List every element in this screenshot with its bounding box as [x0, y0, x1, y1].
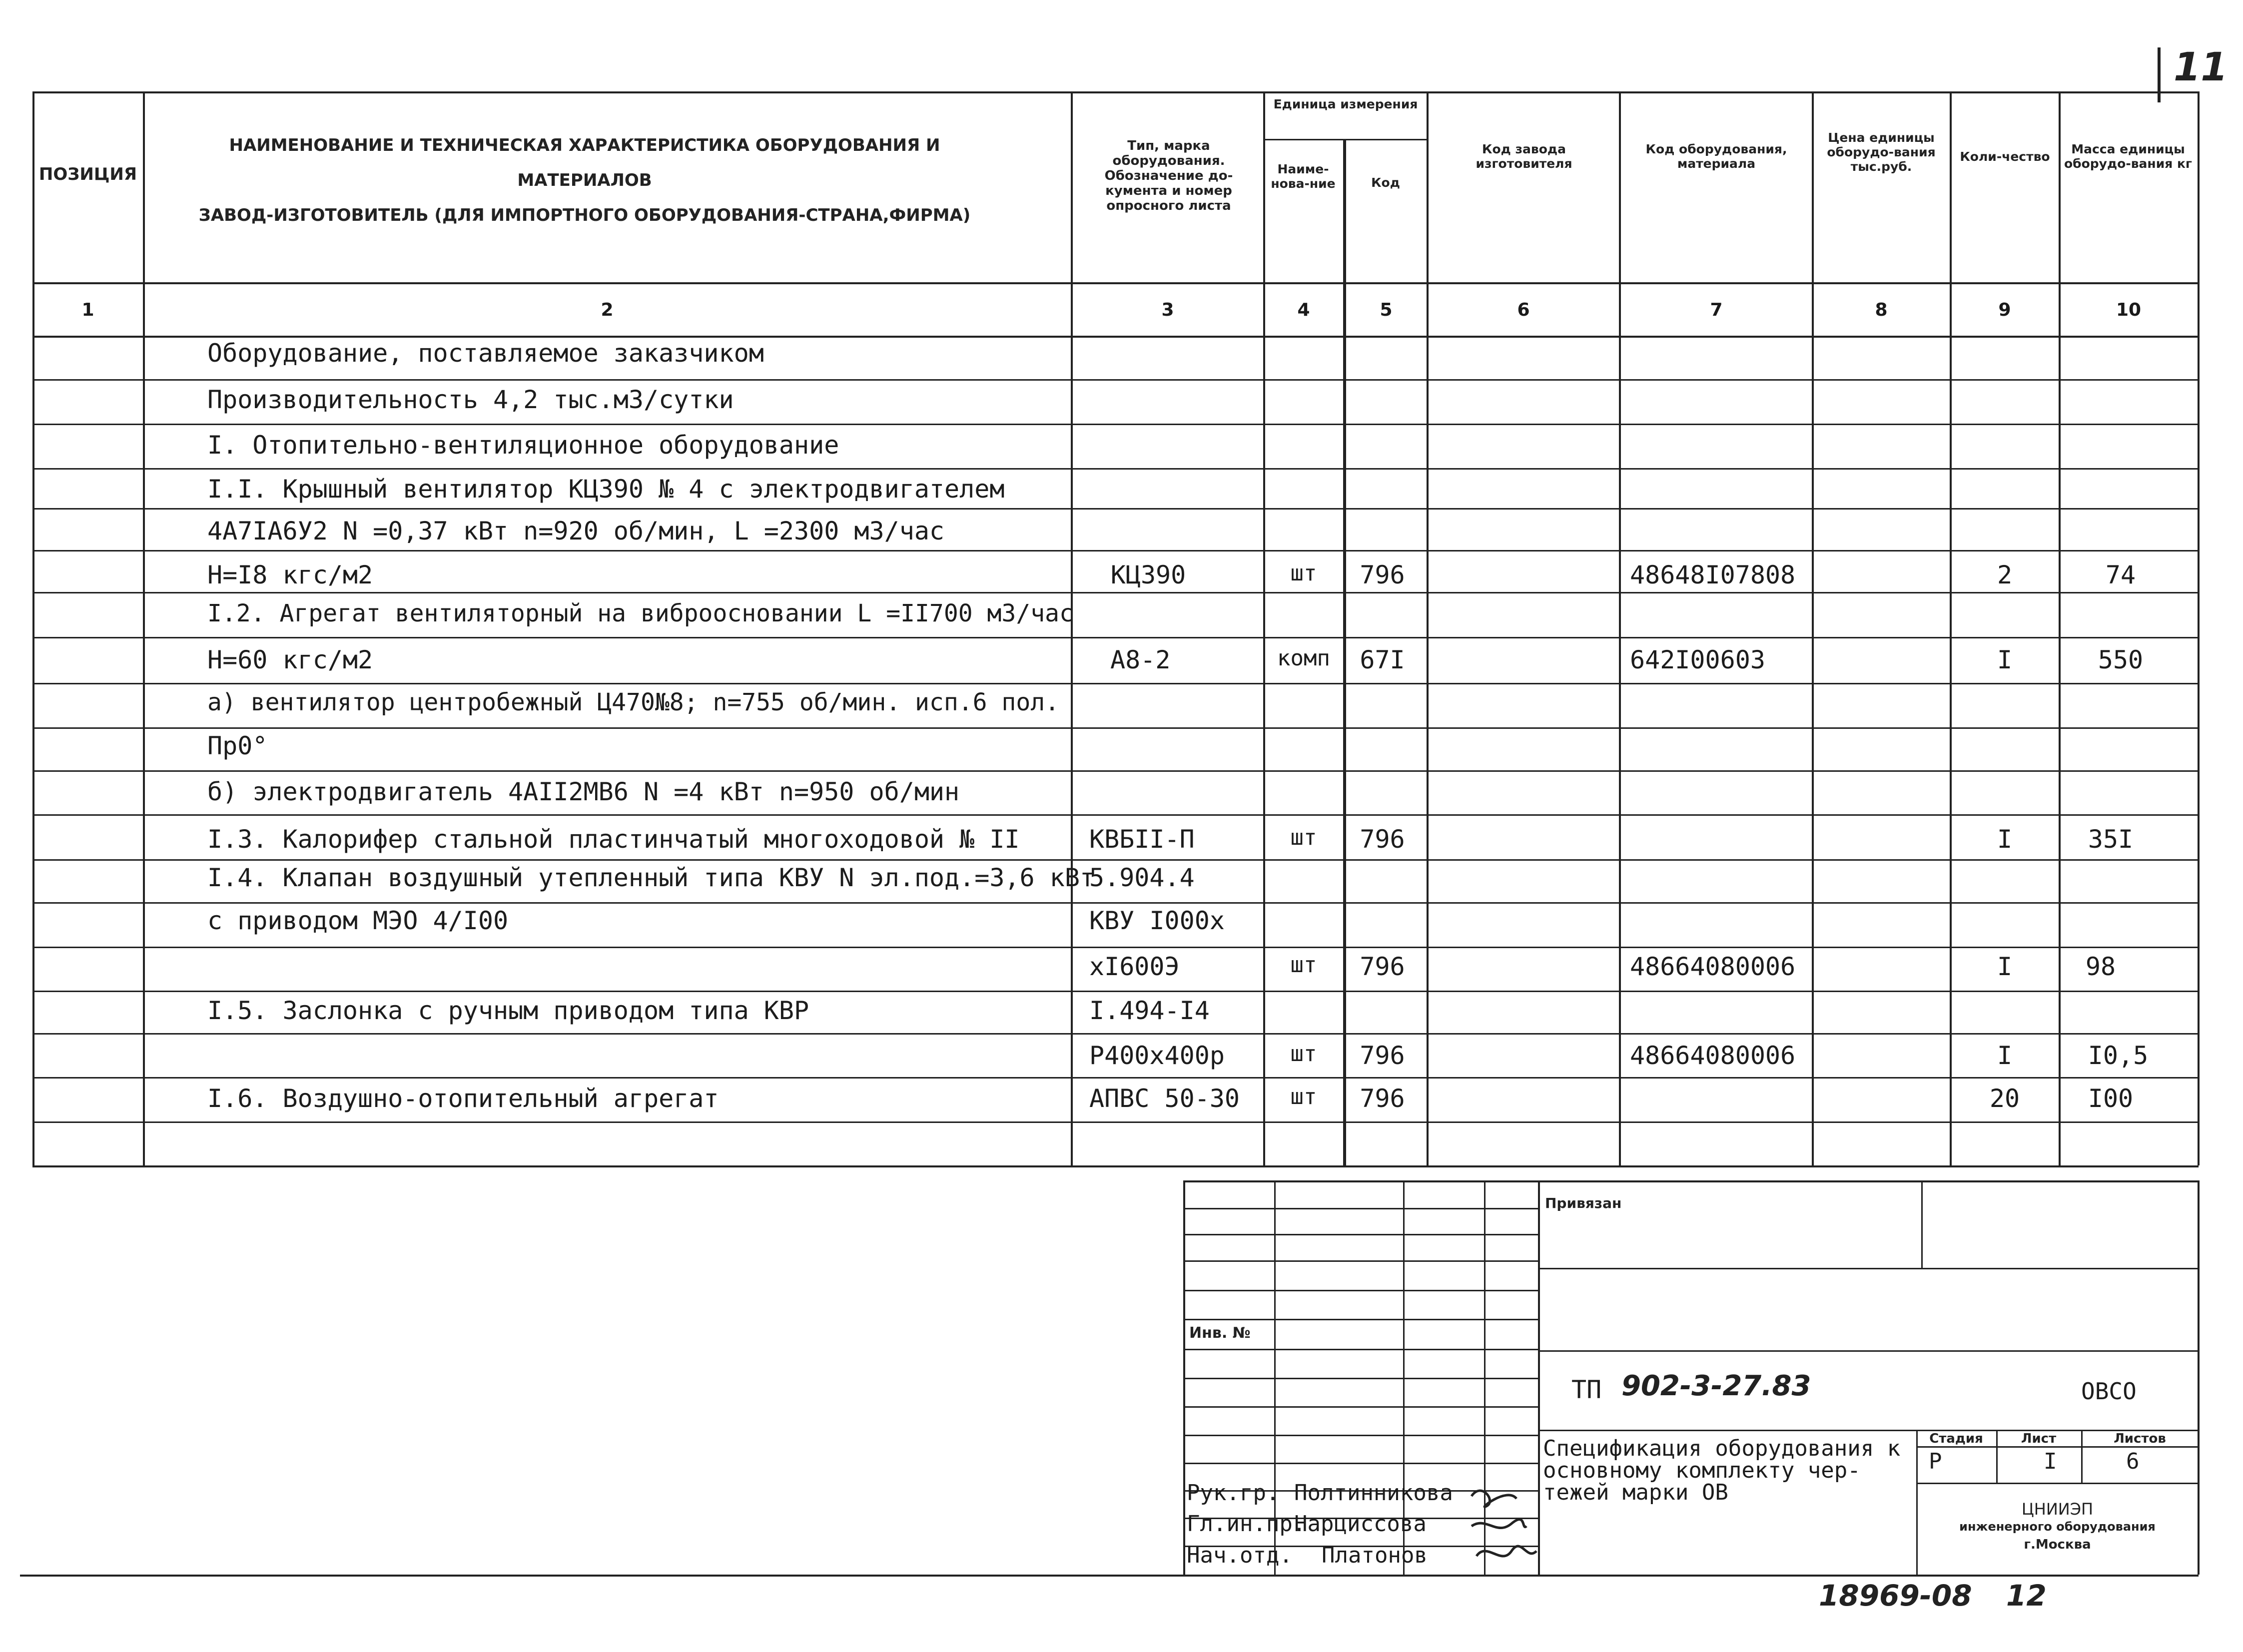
- item-type: КВБII-П: [1089, 825, 1195, 854]
- item-name: 4А7IА6У2 N =0,37 кВт n=920 об/мин, L =2300 м3/час: [207, 517, 945, 546]
- item-unit-code: 796: [1360, 1041, 1405, 1070]
- item-unit: шт: [1290, 825, 1317, 850]
- colnum-9: 9: [1998, 300, 2011, 320]
- item-name: Производительность 4,2 тыс.м3/сутки: [207, 385, 734, 414]
- sheet-value: I: [2044, 1449, 2057, 1474]
- colnum-1: 1: [81, 300, 94, 320]
- sheets-value: 6: [2126, 1449, 2140, 1474]
- header-name-line3: ЗАВОД-ИЗГОТОВИТЕЛЬ (ДЛЯ ИМПОРТНОГО ОБОРУДОВАНИЯ-СТРАНА,ФИРМА): [198, 205, 971, 225]
- item-name: Н=60 кгс/м2: [207, 645, 373, 674]
- staff-role: Гл.ин.пр.: [1187, 1511, 1306, 1537]
- item-mass: 35I: [2088, 825, 2134, 854]
- header-factory-code: Код завода изготовителя: [1476, 142, 1572, 171]
- header-name-line2: МАТЕРИАЛОВ: [517, 170, 652, 190]
- colnum-6: 6: [1517, 300, 1530, 320]
- header-position: ПОЗИЦИЯ: [38, 164, 137, 184]
- colnum-2: 2: [601, 300, 614, 320]
- item-type: I.494-I4: [1089, 996, 1210, 1025]
- item-unit-code: 796: [1360, 825, 1405, 854]
- item-mass: 74: [2105, 560, 2136, 589]
- staff-name: Платонов: [1322, 1543, 1428, 1568]
- item-type: КЦ390: [1110, 560, 1186, 589]
- item-quantity: 2: [1997, 560, 2013, 589]
- item-mass: I00: [2088, 1084, 2134, 1113]
- item-unit-code: 796: [1360, 952, 1405, 981]
- item-unit-code: 796: [1360, 1084, 1405, 1113]
- item-quantity: I: [1997, 825, 2013, 854]
- colnum-4: 4: [1297, 300, 1310, 320]
- header-quantity: Коли-чество: [1960, 149, 2050, 164]
- document-title: Спецификация оборудования к основному комплекту чер-тежей марки ОВ: [1543, 1436, 1901, 1505]
- item-unit-code: 796: [1360, 560, 1405, 589]
- stage-value: Р: [1929, 1449, 1942, 1474]
- item-type: А8-2: [1110, 645, 1171, 674]
- doc-code: ОВСО: [2081, 1378, 2137, 1405]
- item-mass: 550: [2098, 645, 2144, 674]
- sheet-label: Лист: [2021, 1431, 2057, 1446]
- org-line1: ЦНИИЭП: [2021, 1500, 2094, 1519]
- item-unit-code: 67I: [1360, 645, 1405, 674]
- item-name: I.I. Крышный вентилятор КЦ390 № 4 с электродвигателем: [207, 475, 1005, 504]
- item-name: с приводом МЭО 4/I00: [207, 906, 509, 935]
- org-line2: инженерного оборудования: [1959, 1520, 2156, 1534]
- item-unit: шт: [1290, 1041, 1317, 1067]
- org-line3: г.Москва: [2024, 1537, 2091, 1552]
- sheets-label: Листов: [2114, 1431, 2166, 1446]
- item-material-code: 642I00603: [1630, 645, 1765, 674]
- inventory-label: Инв. №: [1189, 1324, 1251, 1342]
- header-name-line1: НАИМЕНОВАНИЕ И ТЕХНИЧЕСКАЯ ХАРАКТЕРИСТИКА ОБОРУДОВАНИЯ И: [229, 135, 940, 155]
- item-name: I.5. Заслонка с ручным приводом типа КВР: [207, 996, 809, 1025]
- colnum-10: 10: [2116, 300, 2142, 320]
- item-type: хI600Э: [1089, 952, 1180, 981]
- header-type: Тип, марка оборудования. Обозначение до-кумента и номер опросного листа: [1104, 138, 1233, 213]
- corner-mark: 11: [2174, 45, 2228, 90]
- staff-name: Полтинникова: [1294, 1480, 1453, 1506]
- item-quantity: I: [1997, 952, 2013, 981]
- header-unit-group: Единица измерения: [1273, 97, 1418, 111]
- item-name: I.4. Клапан воздушный утепленный типа КВУ N эл.под.=3,6 кВт: [207, 863, 1095, 892]
- doc-prefix: ТП: [1571, 1375, 1602, 1404]
- bottom-page: 12: [2006, 1579, 2047, 1613]
- item-material-code: 48664080006: [1630, 1041, 1796, 1070]
- colnum-3: 3: [1161, 300, 1174, 320]
- item-type: Р400х400р: [1089, 1041, 1225, 1070]
- item-name: Н=I8 кгс/м2: [207, 560, 373, 589]
- item-name: I. Отопительно-вентиляционное оборудование: [207, 431, 839, 460]
- item-type: АПВС 50-30: [1089, 1084, 1240, 1113]
- bottom-number: 18969-08: [1819, 1579, 1972, 1613]
- header-unit-name: Наиме-нова-ние: [1271, 162, 1336, 191]
- stage-label: Стадия: [1929, 1431, 1983, 1446]
- item-quantity: I: [1997, 1041, 2013, 1070]
- corner-mark-line: [2158, 47, 2161, 102]
- colnum-8: 8: [1875, 300, 1888, 320]
- header-material-code: Код оборудования, материала: [1645, 142, 1787, 171]
- item-name: I.6. Воздушно-отопительный агрегат: [207, 1084, 719, 1113]
- colnum-5: 5: [1380, 300, 1393, 320]
- item-name: а) вентилятор центробежный Ц470№8; n=755 об/мин. исп.6 пол.: [207, 688, 1060, 716]
- item-name: Оборудование, поставляемое заказчиком: [207, 339, 764, 368]
- colnum-7: 7: [1710, 300, 1723, 320]
- item-material-code: 48648I07808: [1630, 560, 1796, 589]
- header-mass: Масса единицы оборудо-вания кг: [2064, 142, 2192, 171]
- item-type: КВУ I000х: [1089, 906, 1225, 935]
- item-unit: шт: [1290, 1084, 1317, 1109]
- item-material-code: 48664080006: [1630, 952, 1796, 981]
- header-price: Цена единицы оборудо-вания тыс.руб.: [1827, 130, 1936, 174]
- doc-number: 902-3-27.83: [1621, 1370, 1811, 1402]
- item-unit: комп: [1277, 645, 1330, 671]
- item-mass: 98: [2085, 952, 2116, 981]
- item-name: I.2. Агрегат вентиляторный на виброосновании L =II700 м3/час: [207, 599, 1074, 627]
- item-name: б) электродвигатель 4АII2МВ6 N =4 кВт n=950 об/мин: [207, 777, 960, 806]
- staff-role: Нач.отд.: [1187, 1543, 1293, 1568]
- item-name: I.3. Калорифер стальной пластинчатый многоходовой № II: [207, 825, 1020, 854]
- staff-name: Нарциссова: [1294, 1511, 1427, 1537]
- linked-label: Привязан: [1545, 1195, 1622, 1211]
- item-type: 5.904.4: [1089, 863, 1195, 892]
- item-mass: I0,5: [2088, 1041, 2149, 1070]
- item-unit: шт: [1290, 560, 1317, 586]
- item-quantity: 20: [1989, 1084, 2020, 1113]
- signatures: [1467, 1476, 1541, 1576]
- item-unit: шт: [1290, 952, 1317, 978]
- item-quantity: I: [1997, 645, 2013, 674]
- header-unit-code: Код: [1371, 175, 1400, 190]
- item-name: Пр0°: [207, 731, 268, 760]
- staff-role: Рук.гр.: [1187, 1480, 1280, 1506]
